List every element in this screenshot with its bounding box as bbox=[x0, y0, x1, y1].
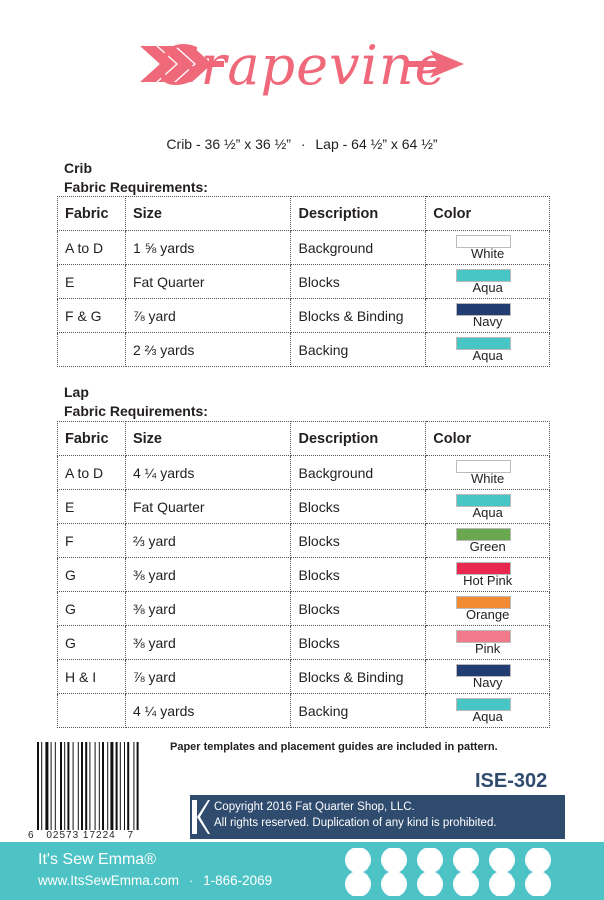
cell-fabric bbox=[58, 694, 126, 728]
table-row bbox=[58, 694, 550, 728]
cell-size: ⅜ yard bbox=[125, 558, 291, 592]
cell-size: 1 ⅝ yards bbox=[125, 231, 291, 265]
cell-size: ⅞ yard bbox=[125, 660, 291, 694]
k-logo-icon bbox=[192, 798, 210, 836]
crib-table bbox=[57, 196, 550, 367]
barcode-bar bbox=[60, 742, 62, 834]
color-label: Navy bbox=[472, 314, 503, 329]
barcode-bar bbox=[55, 742, 56, 834]
cell-color bbox=[426, 558, 550, 592]
barcode-number bbox=[28, 830, 168, 841]
cell-description: Background bbox=[291, 231, 426, 265]
barcode-bar bbox=[78, 742, 79, 834]
barcode-bar bbox=[51, 742, 52, 834]
color-label: Aqua bbox=[472, 348, 503, 363]
cell-description: Blocks bbox=[291, 490, 426, 524]
cell-fabric: F bbox=[58, 524, 126, 558]
lap-title: Lap bbox=[64, 384, 89, 400]
cell-color bbox=[426, 265, 550, 299]
cell-size: Fat Quarter bbox=[125, 265, 291, 299]
cell-color bbox=[426, 626, 550, 660]
cell-size: ⅞ yard bbox=[125, 299, 291, 333]
crib-subtitle: Fabric Requirements: bbox=[64, 179, 208, 195]
column-header: Color bbox=[426, 197, 550, 231]
table-header bbox=[58, 422, 550, 456]
cell-size: ⅜ yard bbox=[125, 626, 291, 660]
column-header: Size bbox=[125, 197, 291, 231]
color-label: Aqua bbox=[472, 709, 503, 724]
table-header bbox=[58, 197, 550, 231]
table-row bbox=[58, 524, 550, 558]
contact-separator: · bbox=[188, 873, 194, 888]
cell-fabric bbox=[58, 333, 126, 367]
barcode-bar bbox=[41, 742, 42, 834]
lap-subtitle: Fabric Requirements: bbox=[64, 403, 208, 419]
color-label: Navy bbox=[472, 675, 503, 690]
cell-color bbox=[426, 490, 550, 524]
cell-fabric: E bbox=[58, 490, 126, 524]
barcode-bar bbox=[73, 742, 74, 834]
column-header: Description bbox=[291, 197, 426, 231]
table-row bbox=[58, 456, 550, 490]
brand-contact bbox=[38, 873, 272, 888]
brand-name: It's Sew Emma® bbox=[38, 851, 156, 868]
table-row bbox=[58, 592, 550, 626]
table-row bbox=[58, 558, 550, 592]
column-header: Size bbox=[125, 422, 291, 456]
color-label: Green bbox=[469, 539, 506, 554]
column-header: Fabric bbox=[58, 422, 126, 456]
barcode-bar bbox=[102, 742, 104, 834]
barcode-last-digit: 7 bbox=[127, 830, 135, 841]
barcode-bar bbox=[116, 742, 118, 834]
cell-fabric: F & G bbox=[58, 299, 126, 333]
cell-fabric: E bbox=[58, 265, 126, 299]
lap-table bbox=[57, 421, 550, 728]
website-link[interactable]: www.ItsSewEmma.com bbox=[38, 873, 180, 888]
barcode-bar bbox=[67, 742, 69, 834]
cell-description: Blocks & Binding bbox=[291, 660, 426, 694]
crib-title: Crib bbox=[64, 160, 92, 176]
cell-color bbox=[426, 231, 550, 265]
barcode-middle-digits: 02573 17224 bbox=[46, 830, 116, 841]
quilt-sizes bbox=[0, 136, 604, 152]
cell-size: ⅔ yard bbox=[125, 524, 291, 558]
barcode-bar bbox=[64, 742, 65, 834]
color-label: Hot Pink bbox=[463, 573, 513, 588]
barcode-bar bbox=[127, 742, 129, 834]
barcode-bar bbox=[133, 742, 134, 834]
cell-size: Fat Quarter bbox=[125, 490, 291, 524]
petal-pattern-icon bbox=[340, 848, 570, 896]
size-separator: · bbox=[300, 136, 306, 152]
barcode-bar bbox=[120, 742, 121, 834]
copyright-line: Copyright 2016 Fat Quarter Shop, LLC. bbox=[214, 801, 415, 813]
cell-color bbox=[426, 524, 550, 558]
cell-size: 4 ¼ yards bbox=[125, 694, 291, 728]
lap-heading bbox=[64, 383, 208, 421]
cell-size: 4 ¼ yards bbox=[125, 456, 291, 490]
phone-number: 1-866-2069 bbox=[203, 873, 273, 888]
cell-description: Background bbox=[291, 456, 426, 490]
color-label: Aqua bbox=[472, 505, 503, 520]
barcode-bar bbox=[107, 742, 108, 834]
cell-color bbox=[426, 592, 550, 626]
barcode-bar bbox=[85, 742, 87, 834]
lap-size: Lap - 64 ½” x 64 ½” bbox=[315, 136, 438, 152]
title-block bbox=[0, 20, 604, 135]
crib-heading bbox=[64, 159, 208, 197]
color-label: White bbox=[471, 246, 505, 261]
barcode-bar bbox=[89, 742, 90, 834]
copyright-text bbox=[214, 799, 497, 831]
table-row bbox=[58, 490, 550, 524]
page-title: Grapevine bbox=[156, 34, 448, 97]
cell-fabric: G bbox=[58, 626, 126, 660]
color-label: Aqua bbox=[472, 280, 503, 295]
color-label: Orange bbox=[465, 607, 510, 622]
templates-note: Paper templates and placement guides are included in pattern. bbox=[170, 741, 498, 753]
table-row bbox=[58, 333, 550, 367]
barcode-bar bbox=[37, 742, 39, 834]
cell-description: Blocks & Binding bbox=[291, 299, 426, 333]
column-header: Fabric bbox=[58, 197, 126, 231]
crib-size: Crib - 36 ½” x 36 ½” bbox=[166, 136, 291, 152]
cell-description: Blocks bbox=[291, 558, 426, 592]
cell-size: ⅜ yard bbox=[125, 592, 291, 626]
cell-color bbox=[426, 299, 550, 333]
color-label: White bbox=[471, 471, 505, 486]
rights-line: All rights reserved. Duplication of any kind is prohibited. bbox=[214, 817, 497, 829]
barcode-bar bbox=[81, 742, 83, 834]
table-row bbox=[58, 265, 550, 299]
table-row bbox=[58, 626, 550, 660]
color-label: Pink bbox=[475, 641, 501, 656]
barcode-bar bbox=[124, 742, 125, 834]
table-row bbox=[58, 231, 550, 265]
barcode-bar bbox=[110, 742, 113, 834]
column-header: Description bbox=[291, 422, 426, 456]
cell-fabric: A to D bbox=[58, 456, 126, 490]
barcode-bar bbox=[45, 742, 48, 834]
cell-description: Backing bbox=[291, 694, 426, 728]
cell-fabric: G bbox=[58, 592, 126, 626]
cell-color bbox=[426, 694, 550, 728]
barcode-bar bbox=[99, 742, 100, 834]
cell-color bbox=[426, 660, 550, 694]
barcode-first-digit: 6 bbox=[28, 830, 35, 841]
cell-color bbox=[426, 333, 550, 367]
column-header: Color bbox=[426, 422, 550, 456]
table-row bbox=[58, 299, 550, 333]
cell-fabric: G bbox=[58, 558, 126, 592]
cell-description: Blocks bbox=[291, 592, 426, 626]
cell-fabric: H & I bbox=[58, 660, 126, 694]
pattern-code: ISE-302 bbox=[475, 770, 548, 792]
cell-fabric: A to D bbox=[58, 231, 126, 265]
cell-description: Blocks bbox=[291, 524, 426, 558]
cell-description: Blocks bbox=[291, 626, 426, 660]
cell-description: Backing bbox=[291, 333, 426, 367]
cell-color bbox=[426, 456, 550, 490]
cell-size: 2 ⅔ yards bbox=[125, 333, 291, 367]
barcode-bar bbox=[95, 742, 96, 834]
cell-description: Blocks bbox=[291, 265, 426, 299]
barcode-bar bbox=[137, 742, 139, 834]
table-row bbox=[58, 660, 550, 694]
